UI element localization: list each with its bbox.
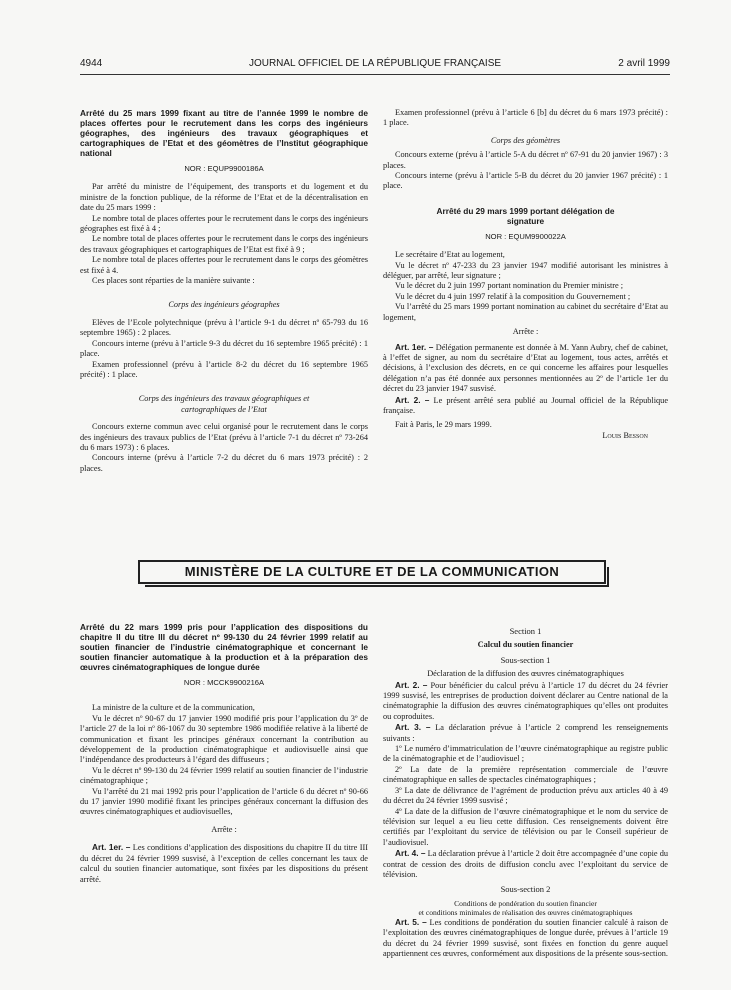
list-item: 2º La date de la première représentation commerciale de l’œuvre cinématographique en salles de spectacles cinématographiques ; (383, 764, 668, 785)
arrete-keyword: Arrête : (211, 824, 237, 834)
arrete-title: Arrêté du 29 mars 1999 portant délégation de signature (436, 205, 615, 226)
paragraph: La ministre de la culture et de la communication, (92, 703, 255, 713)
subsection-title: et conditions minimales de réalisation des œuvres cinématographiques (418, 907, 633, 917)
article-text: La déclaration prévue à l’article 2 doit être accompagnée d’une copie du contrat de cession des droits de diffusion conclu avec l’exploitant du service de télévision. (383, 849, 668, 879)
page-header (80, 58, 670, 74)
list-item: Concours interne (prévu à l’article 5-B du décret du 20 janvier 1967 précité) : 1 place. (383, 171, 668, 191)
article-text: Le présent arrêté sera publié au Journal officiel de la République française. (383, 395, 668, 415)
section-number: Section 1 (509, 626, 542, 636)
subsection-title: Conditions de pondération du soutien financier (454, 898, 597, 908)
article-text: Les conditions de pondération du soutien financier calculé à raison de l’exploitation des œuvres cinématographiques de longue durée, prévues à l’article 19 du décret du 24 février 1999 susvisé, sont fixées en fonction du genre auquel appartiennent ces œuvres, conformément aux dispositions de la présente sous-section. (383, 917, 669, 958)
journal-title: JOURNAL OFFICIEL DE LA RÉPUBLIQUE FRANÇAISE (248, 58, 502, 69)
arrete-title: Arrêté du 25 mars 1999 fixant au titre de l’année 1999 le nombre de places offertes pour le recrutement dans les corps des ingénieurs géographes, des ingénieurs des travaux géographiques et cartographiques de l’Etat et des géomètres de l’Institut géographique national (80, 108, 368, 158)
list-item: 1º Le numéro d’immatriculation de l’œuvre cinématographique au registre public de la cinématographie et de l’audiovisuel ; (383, 744, 668, 764)
paragraph: Le nombre total de places offertes pour le recrutement dans le corps des géomètres est fixé à 4. (80, 255, 368, 275)
arrete-title: Arrêté du 22 mars 1999 pris pour l’application des dispositions du chapitre II du titre III du décret nº 99-130 du 24 février 1999 relatif au soutien financier de l’industrie cinématographique et concernant le soutien financier automatique à la production et à la préparation des œuvres cinématographiques de longue durée (80, 622, 368, 672)
article-label: Art. 1er. – (395, 341, 434, 352)
arrete-geographes (80, 108, 368, 474)
list-item: 3º La date de délivrance de l’agrément de production prévu aux articles 40 à 49 du décret du 24 février 1999 susvisé ; (383, 785, 668, 806)
article-label: Art. 4. – (395, 848, 426, 859)
article-text: Les conditions d’application des dispositions du chapitre II du titre III du décret du 24 février 1999 susvisé, à l’exception de celles concernant les taux de calcul du soutien financier automatique, sont fixées par les dispositions du présent arrêté. (80, 843, 369, 884)
paragraph: Vu l’arrêté du 21 mai 1992 pris pour l’application de l’article 6 du décret nº 90-66 du 17 janvier 1990 modifié fixant les principes généraux concernant la diffusion des œuvres cinématographiques et audiovisuelles, (80, 786, 368, 817)
paragraph: Le secrétaire d’Etat au logement, (395, 250, 505, 260)
paragraph: Par arrêté du ministre de l’équipement, des transports et du logement et du ministre de la fonction publique, de la réforme de l’Etat et de la décentralisation en date du 25 mars 1999 : (80, 182, 368, 213)
article-text: Pour bénéficier du calcul prévu à l’article 17 du décret du 24 février 1999 susvisé, les entreprises de production doivent déclarer au Centre national de la cinématographie la diffusion des œuvres cinématographiques qu’elles ont produites ou coproduites. (383, 680, 669, 721)
paragraph: Ces places sont réparties de la manière suivante : (92, 276, 255, 286)
list-item: Elèves de l’Ecole polytechnique (prévu à l’article 9-1 du décret nº 65-793 du 16 septembre 1965) : 2 places. (80, 317, 368, 338)
signature-name: Louis Besson (602, 430, 648, 440)
paragraph: Vu le décret du 2 juin 1997 portant nomination du Premier ministre ; (395, 281, 624, 291)
article-label: Art. 2. – (395, 394, 430, 405)
subsection-title: Déclaration de la diffusion des œuvres cinématographiques (427, 669, 624, 679)
list-item: Examen professionnel (prévu à l’article 8-2 du décret du 16 septembre 1965 précité) : 1 place. (80, 359, 368, 379)
list-item: Examen professionnel (prévu à l’article 6 [b] du décret du 6 mars 1973 précité) : 1 place. (383, 108, 668, 128)
list-item: Concours externe (prévu à l’article 5-A du décret nº 67-91 du 20 janvier 1967) : 3 places. (383, 150, 668, 170)
subsection-number: Sous-section 1 (500, 654, 551, 665)
section-title: Calcul du soutien financier (477, 640, 574, 650)
list-item: 4º La date de la diffusion de l’œuvre cinématographique et le nom du service de télévision sur lequel a eu lieu cette diffusion. Ces renseignements doivent être certifiés par l’exploitant du service de télévision ou par le Conseil supérieur de l’audiovisuel. (383, 806, 668, 847)
nor-reference: NOR : EQUM9900022A (485, 231, 566, 241)
subsection-number: Sous-section 2 (500, 884, 551, 895)
list-item: Concours externe commun avec celui organisé pour le recrutement dans le corps des ingénieurs des travaux publics de l’Etat (prévu à l’article 7-1 du décret nº 73-264 du 6 mars 1973) : 6 places. (80, 422, 368, 452)
nor-reference: NOR : EQUP9900186A (184, 164, 264, 173)
paragraph: Vu le décret du 4 juin 1997 relatif à la composition du Gouvernement ; (395, 291, 631, 301)
header-rule (80, 74, 670, 75)
article-text: Délégation permanente est donnée à M. Yann Aubry, chef de cabinet, à l’effet de signer, au nom du secrétaire d’Etat au logement, tous actes, arrêtés et décisions, à l’exclusion des décrets, en ce qui concerne les affaires pour lesquelles délégation n’a pas été donnée aux personnes mentionnées au 2º de l’article 1er du décret du 23 janvier 1947 susvisé. (383, 342, 668, 394)
list-item: Concours interne (prévu à l’article 9-3 du décret du 16 septembre 1965 précité) : 1 place. (80, 338, 368, 359)
paragraph: Vu l’arrêté du 25 mars 1999 portant nomination au cabinet du secrétaire d’Etat au logement, (383, 302, 668, 322)
paragraph: Vu le décret nº 99-130 du 24 février 1999 relatif au soutien financier de l’industrie cinématographique ; (80, 765, 368, 786)
list-item: Concours interne (prévu à l’article 7-2 du décret du 6 mars 1973 précité) : 2 places. (80, 453, 368, 473)
paragraph: Vu le décret nº 47-233 du 23 janvier 1947 modifié autorisant les ministres à déléguer, par arrêté, leur signature ; (383, 260, 668, 281)
ministry-banner: MINISTÈRE DE LA CULTURE ET DE LA COMMUNICATION (138, 560, 606, 584)
arrete-cinema-continued (383, 626, 668, 959)
article-text: La déclaration prévue à l’article 2 comprend les renseignements suivants : (383, 723, 669, 743)
section-heading: Corps des ingénieurs géographes (168, 300, 280, 310)
section-heading: Corps des géomètres (490, 135, 561, 145)
arrete-cinema (80, 622, 368, 885)
arrete-delegation (383, 108, 668, 441)
signature-place-date: Fait à Paris, le 29 mars 1999. (395, 420, 492, 430)
nor-reference: NOR : MCCK9900216A (183, 678, 265, 687)
article-label: Art. 5. – (395, 916, 427, 927)
issue-date: 2 avril 1999 (618, 58, 670, 69)
section-heading: Corps des ingénieurs des travaux géographiques et cartographiques de l’Etat (138, 394, 310, 414)
article-label: Art. 3. – (395, 722, 431, 733)
arrete-keyword: Arrête : (512, 327, 539, 337)
paragraph: Le nombre total de places offertes pour le recrutement dans le corps des ingénieurs des travaux géographiques et cartographiques de l’Etat est fixé à 9 ; (80, 234, 368, 254)
article-label: Art. 2. – (395, 679, 428, 690)
page-number: 4944 (80, 58, 103, 69)
paragraph: Le nombre total de places offertes pour le recrutement dans le corps des ingénieurs géographes est fixé à 4 ; (80, 213, 368, 234)
article-label: Art. 1er. – (92, 842, 131, 853)
paragraph: Vu le décret nº 90-67 du 17 janvier 1990 modifié pris pour l’application du 3º de l’article 27 de la loi nº 86-1067 du 30 septembre 1986 modifiée relative à la liberté de communication et fixant les principes généraux concernant la contribution au développement de la production cinématographique et audiovisuelle ainsi que l’indépendance des producteurs à l’égard des diffuseurs ; (80, 713, 368, 765)
